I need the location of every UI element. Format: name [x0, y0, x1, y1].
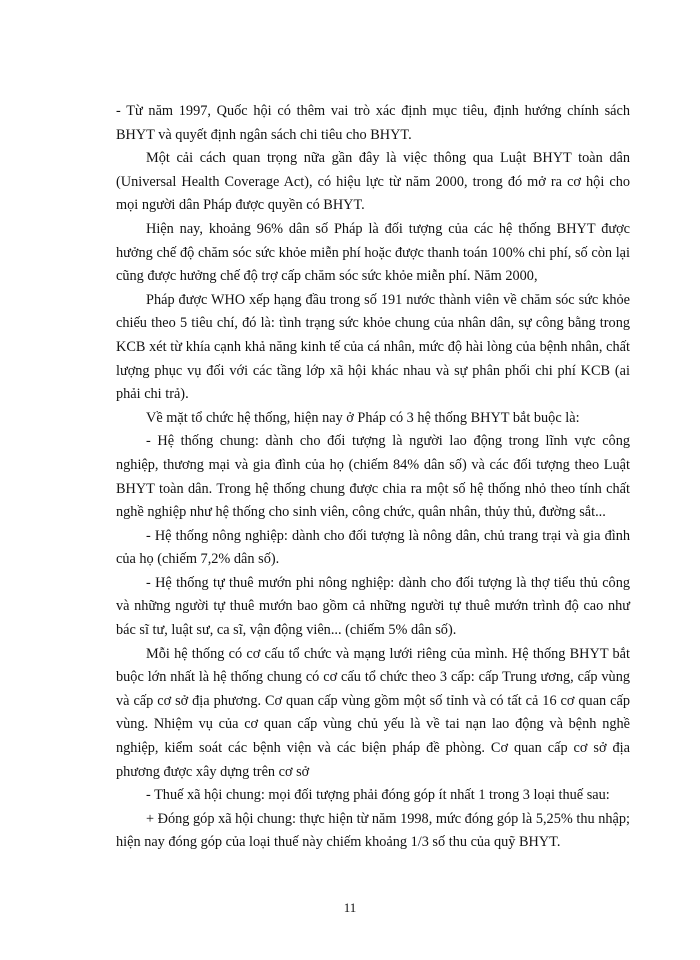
page-number: 11 — [343, 900, 357, 915]
paragraph: - Hệ thống chung: dành cho đối tượng là người lao động trong lĩnh vực công nghiệp, thương mại và gia đình của họ (chiếm 84% dân số) và các đối tượng theo Luật BHYT toàn dân. Trong hệ thống chung được chia ra một số hệ thống nhỏ theo tính chất nghề nghiệp như hệ thống cho sinh viên, công chức, quân nhân, thủy thủ, đường sắt... — [116, 433, 630, 521]
paragraph: - Thuế xã hội chung: mọi đối tượng phải đóng góp ít nhất 1 trong 3 loại thuế sau: — [146, 787, 610, 804]
paragraph: Mỗi hệ thống có cơ cấu tổ chức và mạng lưới riêng của mình. Hệ thống BHYT bắt buộc lớn nhất là hệ thống chung có cơ cấu tổ chức theo 3 cấp: cấp Trung ương, cấp vùng và cấp cơ sở địa phương. Cơ quan cấp vùng gồm một số tỉnh và có tất cả 16 cơ quan cấp vùng. Nhiệm vụ của cơ quan cấp vùng chủ yếu là về tai nạn lao động và bệnh nghề nghiệp, kiểm soát các bệnh viện và các biện pháp đề phòng. Cơ quan cấp cơ sở địa phương được xây dựng trên cơ sở — [116, 645, 630, 780]
paragraph: Hiện nay, khoảng 96% dân số Pháp là đối tượng của các hệ thống BHYT được hưởng chế độ chăm sóc sức khỏe miễn phí hoặc được thanh toán 100% chi phí, số còn lại cũng được hưởng chế độ trợ cấp chăm sóc sức khỏe miễn phí. Năm 2000, — [116, 220, 630, 285]
paragraph: - Từ năm 1997, Quốc hội có thêm vai trò xác định mục tiêu, định hướng chính sách BHYT và quyết định ngân sách chi tiêu cho BHYT. — [116, 103, 630, 143]
paragraph: Pháp được WHO xếp hạng đầu trong số 191 nước thành viên về chăm sóc sức khỏe chiếu theo 5 tiêu chí, đó là: tình trạng sức khỏe chung của nhân dân, sự công bằng trong KCB xét từ khía cạnh khả năng kinh tế của cá nhân, mức độ hài lòng của bệnh nhân, chất lượng phục vụ đối với các tầng lớp xã hội khác nhau và sự phân phối chi phí KCB (ai phải chi trả). — [116, 291, 630, 403]
paragraph: Về mặt tổ chức hệ thống, hiện nay ở Pháp có 3 hệ thống BHYT bắt buộc là: — [146, 409, 580, 426]
paragraph: + Đóng góp xã hội chung: thực hiện từ năm 1998, mức đóng góp là 5,25% thu nhập; hiện nay đóng góp của loại thuế này chiếm khoảng 1/3 số thu của quỹ BHYT. — [116, 810, 630, 851]
paragraph: - Hệ thống tự thuê mướn phi nông nghiệp: dành cho đối tượng là thợ tiểu thủ công và những người tự thuê mướn bao gồm cả những người tự thuê mướn trình độ cao như bác sĩ tư, luật sư, ca sĩ, vận động viên... (chiếm 5% dân số). — [116, 574, 630, 639]
paragraph: - Hệ thống nông nghiệp: dành cho đối tượng là nông dân, chủ trang trại và gia đình của họ (chiếm 7,2% dân số). — [116, 527, 630, 568]
paragraph: Một cải cách quan trọng nữa gần đây là việc thông qua Luật BHYT toàn dân (Universal Health Coverage Act), có hiệu lực từ năm 2000, trong đó mở ra cơ hội cho mọi người dân Pháp được quyền có BHYT. — [116, 150, 630, 214]
body-text — [116, 100, 630, 855]
